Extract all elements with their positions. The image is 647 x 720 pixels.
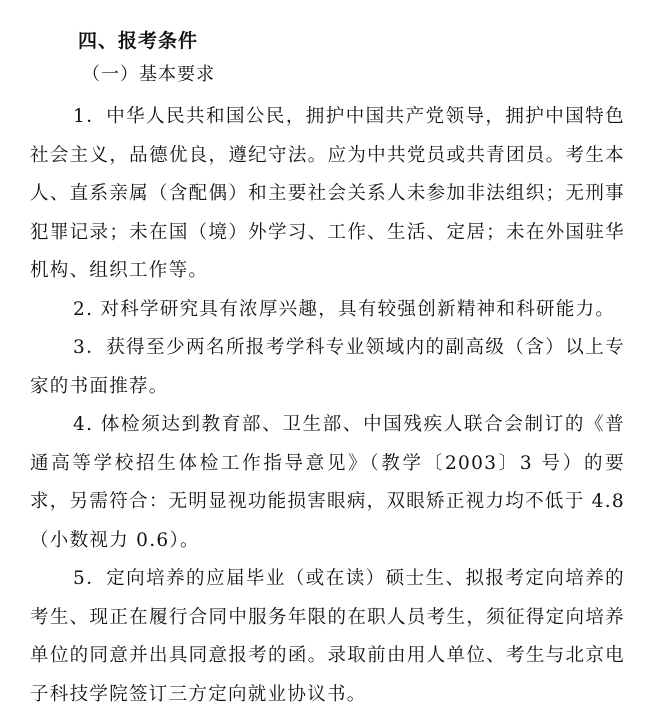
paragraph-2: 2. 对科学研究具有浓厚兴趣，具有较强创新精神和科研能力。 (73, 298, 616, 320)
paragraph-5: 5．定向培养的应届毕业（或在读）硕士生、拟报考定向培养的考生、现正在履行合同中服务年限的在职人员考生，须征得定向培养单位的同意并出具同意报考的函。录取前由用人单位、考生与北京电子科技学院签订三方定向就业协议书。 (30, 568, 625, 705)
section-heading: 四、报考条件 (78, 30, 199, 52)
sub-heading: （一）基本要求 (82, 64, 215, 85)
paragraph-4: 4. 体检须达到教育部、卫生部、中国残疾人联合会制订的《普通高等学校招生体检工作指导意见》（教学〔2003〕3 号）的要求，另需符合：无明显视功能损害眼病，双眼矫正视力均不低于 4.8（小数视力 0.6）。 (30, 414, 625, 551)
paragraph-3: 3．获得至少两名所报考学科专业领域内的副高级（含）以上专家的书面推荐。 (30, 337, 625, 397)
paragraph-1: 1．中华人民共和国公民，拥护中国共产党领导，拥护中国特色社会主义，品德优良，遵纪守法。应为中共党员或共青团员。考生本人、直系亲属（含配偶）和主要社会关系人未参加非法组织；无刑事犯罪记录；未在国（境）外学习、工作、生活、定居；未在外国驻华机构、组织工作等。 (30, 106, 625, 281)
